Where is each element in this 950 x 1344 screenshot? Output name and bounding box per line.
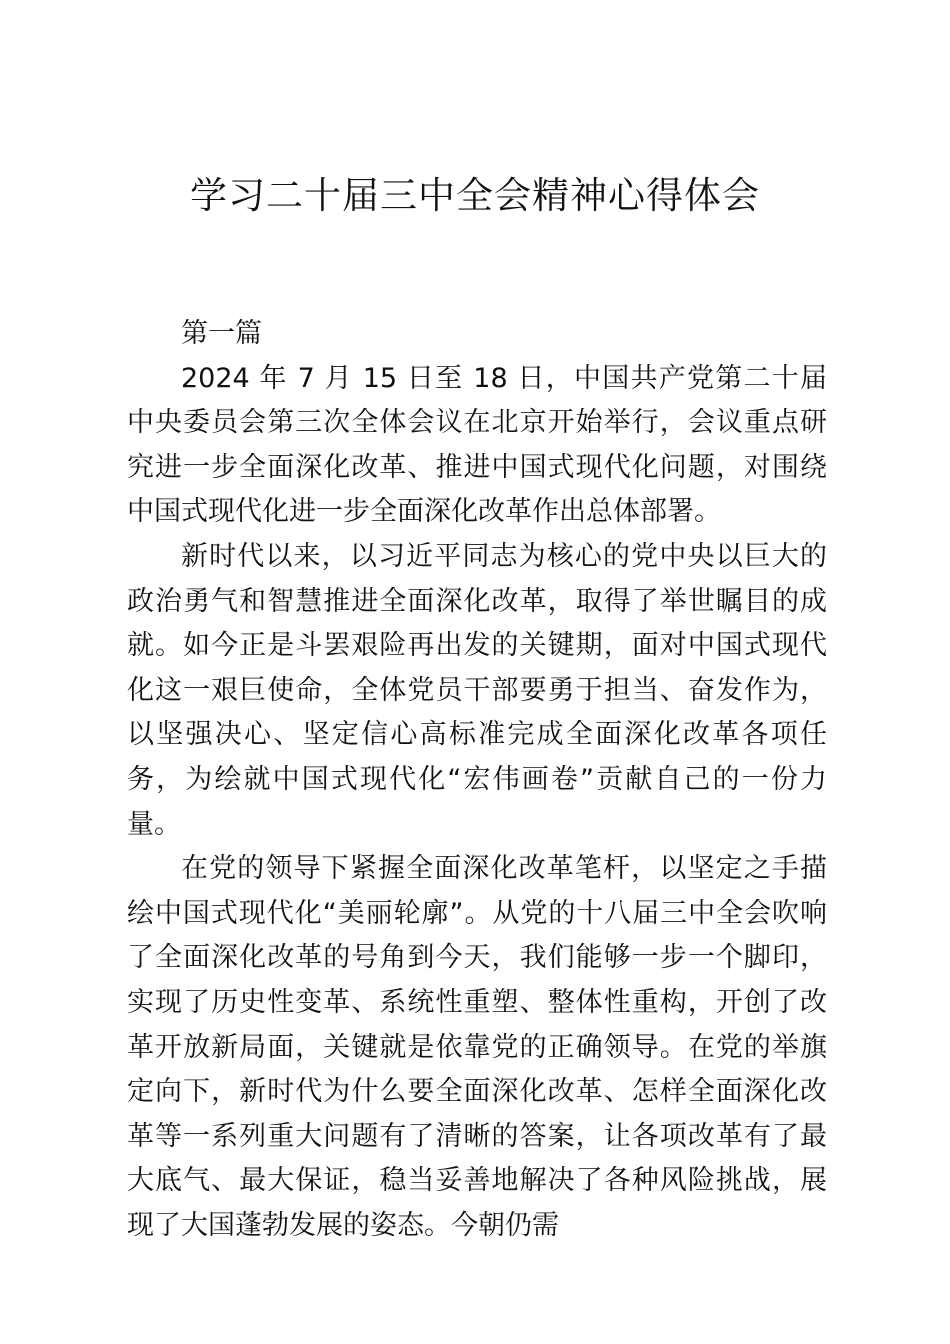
document-title: 学习二十届三中全会精神心得体会 (190, 174, 760, 217)
paragraph: 在党的领导下紧握全面深化改革笔杆，以坚定之手描绘中国式现代化“美丽轮廓”。从党的十八届三中全会吹响了全面深化改革的号角到今天，我们能够一步一个脚印，实现了历史性变革、系统性重塑、整体性重构，开创了改革开放新局面，关键就是依靠党的正确领导。在党的举旗定向下，新时代为什么要全面深化改革、怎样全面深化改革等一系列重大问题有了清晰的答案，让各项改革有了最大底气、最大保证，稳当妥善地解决了各种风险挑战，展现了大国蓬勃发展的姿态。今朝仍需 (127, 853, 827, 1241)
section-heading: 第一篇 (181, 318, 262, 349)
paragraph: 新时代以来，以习近平同志为核心的党中央以巨大的政治勇气和智慧推进全面深化改革，取得了举世瞩目的成就。如今正是斗罢艰险再出发的关键期，面对中国式现代化这一艰巨使命，全体党员干部要勇于担当、奋发作为，以坚强决心、坚定信心高标准完成全面深化改革各项任务，为绘就中国式现代化“宏伟画卷”贡献自己的一份力量。 (127, 540, 827, 840)
paragraph: 2024 年 7 月 15 日至 18 日，中国共产党第二十届中央委员会第三次全体会议在北京开始举行，会议重点研究进一步全面深化改革、推进中国式现代化问题，对围绕中国式现代化进一步全面深化改革作出总体部署。 (127, 362, 827, 528)
document-body (127, 312, 827, 1248)
